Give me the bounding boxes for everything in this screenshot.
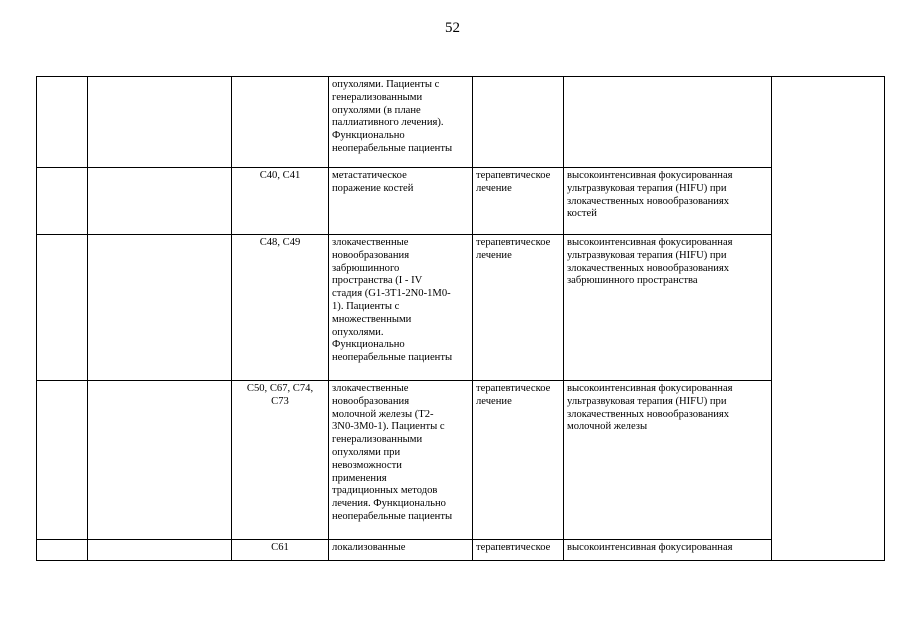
icd-codes-cell: C50, C67, C74, C73 <box>232 381 329 540</box>
profile-cell <box>88 381 232 540</box>
table-row <box>37 77 885 168</box>
cost-cell <box>772 77 885 561</box>
table-row <box>37 235 885 381</box>
icd-codes-cell: C61 <box>232 540 329 561</box>
method-cell <box>564 77 772 168</box>
patient-model-cell: метастатическое поражение костей <box>329 168 473 235</box>
row-number-cell <box>37 77 88 168</box>
method-cell: высокоинтенсивная фокусированная <box>564 540 772 561</box>
patient-model-cell: злокачественные новообразования забрюшинного пространства (I - IV стадия (G1-3T1-2N0-1M0- 1). Пациенты с множественными опухолями. Функционально неоперабельные пациенты <box>329 235 473 381</box>
method-cell: высокоинтенсивная фокусированная ультразвуковая терапия (HIFU) при злокачественных новообразованиях молочной железы <box>564 381 772 540</box>
row-number-cell <box>37 235 88 381</box>
icd-codes-cell: C40, C41 <box>232 168 329 235</box>
treatment-type-cell: терапевтическое лечение <box>473 235 564 381</box>
row-number-cell <box>37 540 88 561</box>
medical-services-table <box>36 76 885 561</box>
profile-cell <box>88 235 232 381</box>
treatment-type-cell: терапевтическое лечение <box>473 168 564 235</box>
patient-model-cell: злокачественные новообразования молочной железы (T2- 3N0-3M0-1). Пациенты с генерализованными опухолями при невозможности применения традиционных методов лечения. Функционально неоперабельные пациенты <box>329 381 473 540</box>
profile-cell <box>88 168 232 235</box>
page-number: 52 <box>445 20 460 36</box>
patient-model-cell: опухолями. Пациенты с генерализованными опухолями (в плане паллиативного лечения). Функционально неоперабельные пациенты <box>329 77 473 168</box>
profile-cell <box>88 77 232 168</box>
method-cell: высокоинтенсивная фокусированная ультразвуковая терапия (HIFU) при злокачественных новообразованиях костей <box>564 168 772 235</box>
table-row <box>37 168 885 235</box>
patient-model-cell: локализованные <box>329 540 473 561</box>
treatment-type-cell: терапевтическое лечение <box>473 381 564 540</box>
method-cell: высокоинтенсивная фокусированная ультразвуковая терапия (HIFU) при злокачественных новообразованиях забрюшинного пространства <box>564 235 772 381</box>
row-number-cell <box>37 381 88 540</box>
profile-cell <box>88 540 232 561</box>
icd-codes-cell <box>232 77 329 168</box>
row-number-cell <box>37 168 88 235</box>
treatment-type-cell: терапевтическое <box>473 540 564 561</box>
table-row <box>37 381 885 540</box>
icd-codes-cell: C48, C49 <box>232 235 329 381</box>
treatment-type-cell <box>473 77 564 168</box>
table-row <box>37 540 885 561</box>
